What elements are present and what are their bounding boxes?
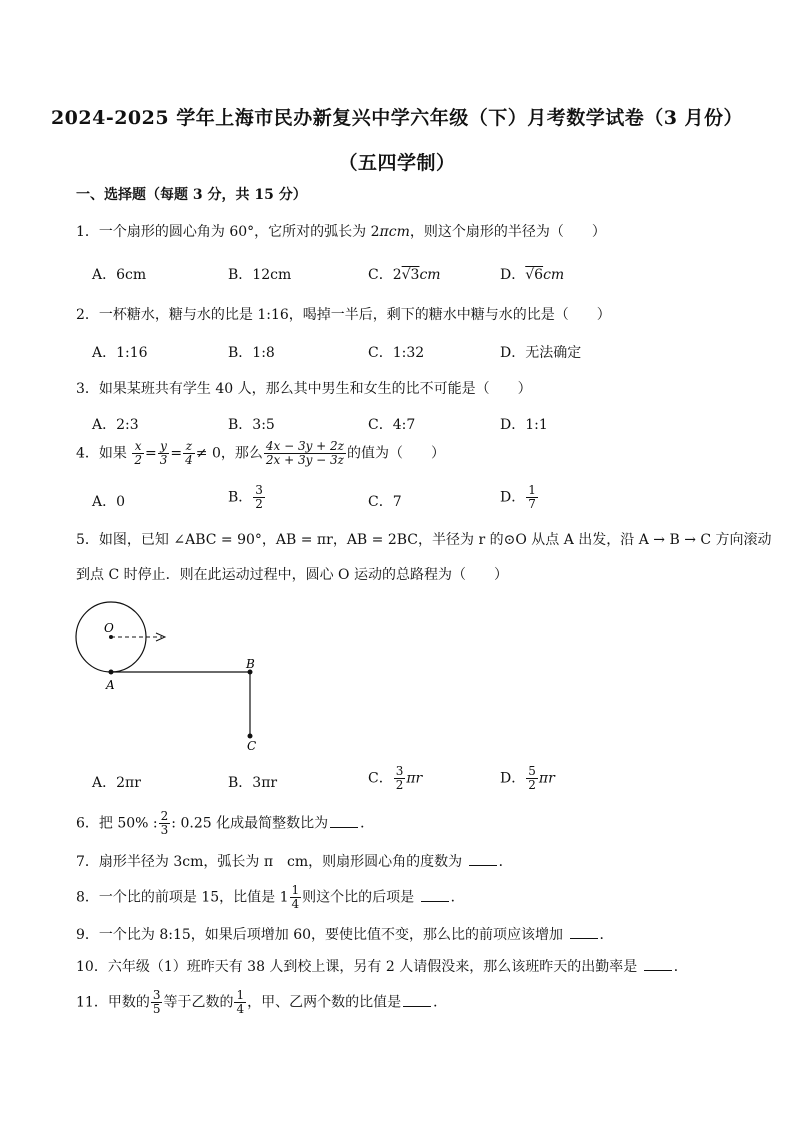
q5-option-c[interactable]: C． $\frac{3}{2}$ πr — [368, 764, 423, 792]
q1-option-b[interactable]: B．12cm — [228, 267, 292, 283]
point-a — [109, 670, 114, 675]
q3-option-d[interactable]: D．1:1 — [500, 417, 548, 433]
q4-option-c[interactable]: C．7 — [368, 494, 402, 510]
q4-option-a[interactable]: A．0 — [92, 494, 126, 510]
point-c — [248, 734, 253, 739]
fraction-z-4: $\frac{z}{4}$ — [185, 439, 193, 467]
label-o: O — [104, 621, 114, 635]
label-c: C — [247, 739, 257, 753]
answer-blank-6[interactable] — [330, 815, 358, 828]
q3-option-c[interactable]: C．4:7 — [368, 417, 416, 433]
exam-subtitle: （五四学制） — [338, 152, 456, 174]
q5-figure — [70, 600, 270, 760]
question-1: 1．一个扇形的圆心角为 60°，它所对的弧长为 2πcm，则这个扇形的半径为（ ） — [76, 224, 606, 240]
question-5-line-2: 到点 C 时停止．则在此运动过程中，圆心 O 运动的总路程为（ ） — [76, 567, 508, 583]
q2-option-d[interactable]: D．无法确定 — [500, 345, 582, 361]
q4-option-b[interactable]: B． $\frac{3}{2}$ — [228, 483, 263, 511]
q5-option-d[interactable]: D． $\frac{5}{2}$ πr — [500, 764, 555, 792]
question-2: 2．一杯糖水，糖与水的比是 1:16，喝掉一半后，剩下的糖水中糖与水的比是（ ） — [76, 307, 611, 323]
exam-title: 2024-2025 学年上海市民办新复兴中学六年级（下）月考数学试卷（3 月份） — [50, 107, 744, 129]
section-heading: 一、选择题（每题 3 分，共 15 分） — [76, 187, 307, 203]
q5-option-b[interactable]: B．3πr — [228, 775, 278, 791]
question-7: 7．扇形半径为 3cm，弧长为 π cm，则扇形圆心角的度数为 ． — [76, 854, 513, 870]
label-b: B — [246, 657, 255, 671]
question-8: 8．一个比的前项是 15，比值是 1 $\frac{1}{4}$ 则这个比的后项是 ． — [76, 883, 465, 911]
q3-option-b[interactable]: B．3:5 — [228, 417, 275, 433]
q5-option-a[interactable]: A．2πr — [92, 775, 141, 791]
question-9: 9．一个比为 8:15，如果后项增加 60，要使比值不变，那么比的前项应该增加 ． — [76, 927, 614, 943]
q1-option-a[interactable]: A．6cm — [92, 267, 147, 283]
answer-blank-7[interactable] — [469, 853, 497, 866]
label-a: A — [106, 678, 115, 692]
question-6: 6．把 50% : $\frac{2}{3}$ : 0.25 化成最简整数比为 ． — [76, 809, 375, 837]
answer-blank-9[interactable] — [570, 926, 598, 939]
answer-blank-10[interactable] — [644, 958, 672, 971]
q2-option-a[interactable]: A．1:16 — [92, 345, 148, 361]
question-11: 11．甲数的 $\frac{3}{5}$ 等于乙数的 $\frac{1}{4}$ ，甲、乙两个数的比值是 ． — [76, 988, 448, 1016]
fraction-y-3: $\frac{y}{3}$ — [159, 439, 168, 467]
q1-option-d[interactable]: D．√6cm — [500, 267, 565, 283]
q4-option-d[interactable]: D． $\frac{1}{7}$ — [500, 483, 536, 511]
question-5-line-1: 5．如图，已知 ∠ABC = 90°，AB = πr，AB = 2BC，半径为 r 的⊙O 从点 A 出发，沿 A → B → C 方向滚动 — [76, 532, 772, 548]
fraction-expression: $\frac{4x - 3y + 2z}{2x + 3y - 3z}$ — [265, 439, 344, 467]
fraction-x-2: $\frac{x}{2}$ — [134, 439, 143, 467]
q2-option-c[interactable]: C．1:32 — [368, 345, 425, 361]
q3-option-a[interactable]: A．2:3 — [92, 417, 139, 433]
q2-option-b[interactable]: B．1:8 — [228, 345, 275, 361]
answer-blank-8[interactable] — [421, 889, 449, 902]
question-3: 3．如果某班共有学生 40 人，那么其中男生和女生的比不可能是（ ） — [76, 381, 532, 397]
q1-option-c[interactable]: C．2√3cm — [368, 267, 441, 283]
question-4: 4．如果 $\frac{x}{2}$ = $\frac{y}{3}$ = $\frac{z}{4}$ ≠ 0，那么 $\frac{4x - 3y + 2z}{2x + 3y - 3z}$ 的值为（ ） — [76, 439, 445, 467]
answer-blank-11[interactable] — [403, 994, 431, 1007]
question-10: 10．六年级（1）班昨天有 38 人到校上课，另有 2 人请假没来，那么该班昨天的出勤率是 ． — [76, 959, 688, 975]
